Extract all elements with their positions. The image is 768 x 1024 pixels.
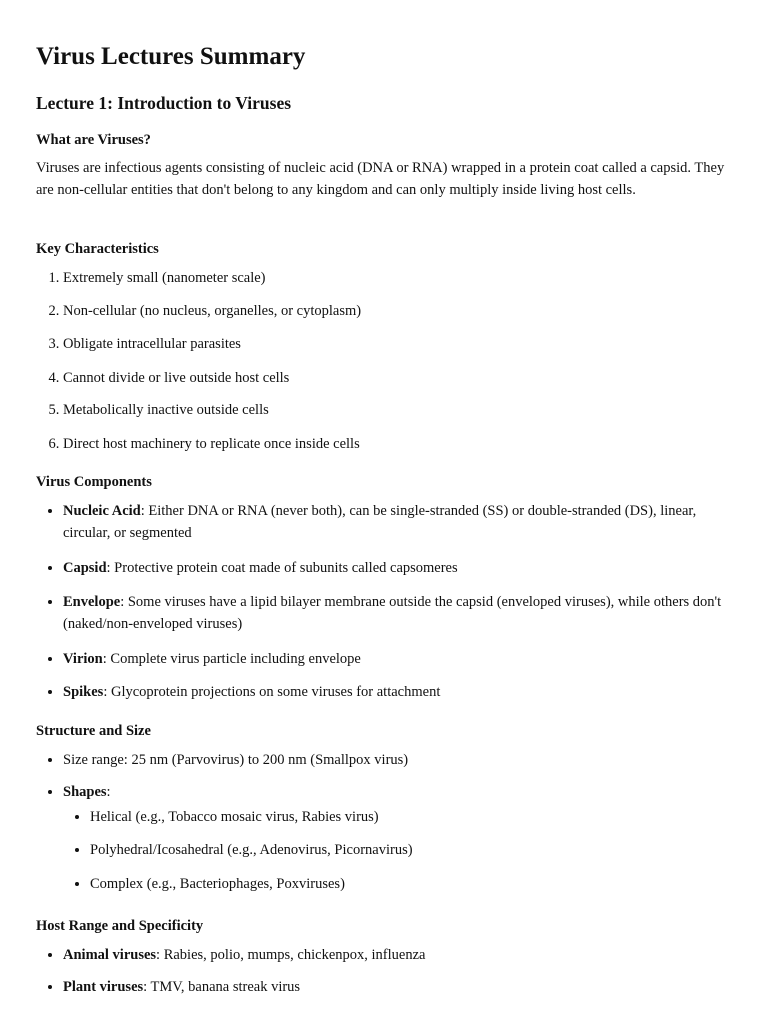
shapes-sublist <box>63 839 738 861</box>
key-characteristics-list <box>36 399 738 421</box>
components-list <box>36 557 738 579</box>
list-item: 4. Cannot divide or live outside host cells <box>63 367 738 389</box>
list-item: • Complex (e.g., Bacteriophages, Poxviruses) <box>90 873 738 895</box>
term: Shapes <box>63 784 107 800</box>
section-heading-host: Host Range and Specificity <box>36 918 204 934</box>
components-list <box>36 648 738 670</box>
definition: : Protective protein coat made of subunits called capsomeres <box>106 560 458 576</box>
definition: : Some viruses have a lipid bilayer membrane outside the capsid (enveloped viruses), while others don't (naked/non-enveloped viruses) <box>63 594 722 632</box>
definition: : Glycoprotein projections on some viruses for attachment <box>103 684 441 700</box>
list-item <box>63 500 738 544</box>
key-characteristics-list <box>36 433 738 455</box>
list-item <box>63 944 738 966</box>
list-item <box>63 681 738 703</box>
list-item: 3. Obligate intracellular parasites <box>63 333 738 355</box>
definition: : Either DNA or RNA (never both), can be single-stranded (SS) or double-stranded (DS), linear, circular, or segmented <box>63 503 697 541</box>
shapes-sublist <box>63 873 738 895</box>
shapes-sublist <box>63 806 738 828</box>
list-item <box>63 557 738 579</box>
section-heading-structure: Structure and Size <box>36 723 151 739</box>
list-item: • Helical (e.g., Tobacco mosaic virus, Rabies virus) <box>90 806 738 828</box>
list-item: • Size range: 25 nm (Parvovirus) to 200 nm (Smallpox virus) <box>63 749 738 771</box>
section-heading-what: What are Viruses? <box>36 132 151 148</box>
components-list <box>36 681 738 703</box>
structure-list <box>36 781 738 803</box>
list-item <box>63 591 738 635</box>
colon: : <box>106 784 111 800</box>
key-characteristics-list <box>36 300 738 322</box>
term: Envelope <box>63 594 121 610</box>
list-item <box>63 976 738 998</box>
host-list <box>36 944 738 966</box>
definition: : TMV, banana streak virus <box>143 979 301 995</box>
list-item: • Polyhedral/Icosahedral (e.g., Adenovirus, Picornavirus) <box>90 839 738 861</box>
list-item: 1. Extremely small (nanometer scale) <box>63 267 738 289</box>
list-item <box>63 648 738 670</box>
list-item: 5. Metabolically inactive outside cells <box>63 399 738 421</box>
key-characteristics-list <box>36 367 738 389</box>
key-characteristics-list <box>36 267 738 289</box>
lecture-heading: Lecture 1: Introduction to Viruses <box>36 93 292 113</box>
definition: : Complete virus particle including envelope <box>102 651 361 667</box>
structure-list <box>36 749 738 771</box>
term: Nucleic Acid <box>63 503 141 519</box>
term: Animal viruses <box>63 947 157 963</box>
term: Spikes <box>63 684 104 700</box>
components-list <box>36 591 738 635</box>
what-paragraph: Viruses are infectious agents consisting of nucleic acid (DNA or RNA) wrapped in a protein coat called a capsid. They are non-cellular entities that don't belong to any kingdom and can only multiply inside living host cells. <box>36 160 725 198</box>
list-item: 2. Non-cellular (no nucleus, organelles, or cytoplasm) <box>63 300 738 322</box>
section-heading-key: Key Characteristics <box>36 241 159 257</box>
list-item: 6. Direct host machinery to replicate once inside cells <box>63 433 738 455</box>
components-list <box>36 500 738 544</box>
section-heading-components: Virus Components <box>36 474 152 490</box>
host-list <box>36 976 738 998</box>
key-characteristics-list <box>36 333 738 355</box>
term: Plant viruses <box>63 979 144 995</box>
list-item <box>63 781 738 803</box>
term: Virion <box>63 651 103 667</box>
definition: : Rabies, polio, mumps, chickenpox, influenza <box>156 947 426 963</box>
page-title: Virus Lectures Summary <box>36 43 306 70</box>
term: Capsid <box>63 560 107 576</box>
